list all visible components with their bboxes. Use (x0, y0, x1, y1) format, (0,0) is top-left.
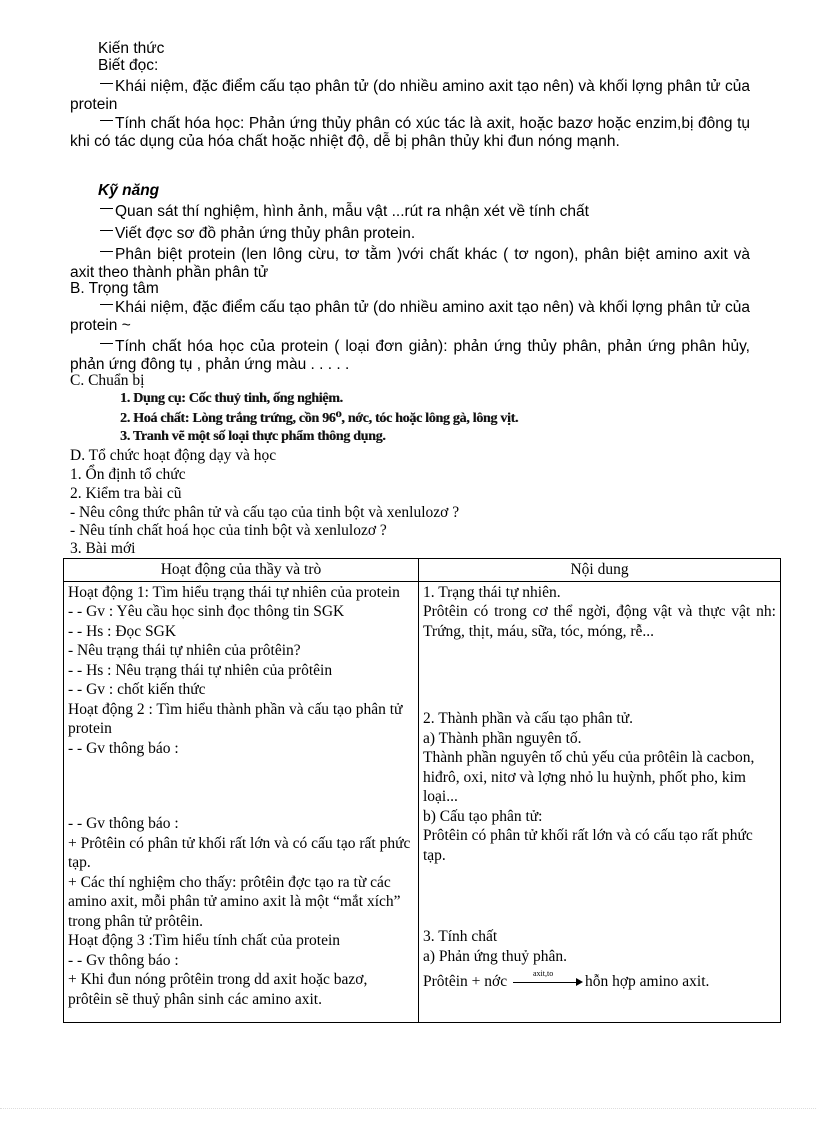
reactants: Prôtêin + nớc (423, 973, 508, 990)
preparation-heading: C. Chuẩn bị (70, 372, 145, 389)
lesson-table (63, 558, 781, 1023)
hydrolysis-equation (423, 969, 776, 992)
focus-list (70, 299, 750, 373)
activity-1-title: Hoạt động 1: Tìm hiểu trạng thái tự nhiên của protein (68, 583, 400, 601)
activity-line: - - Hs : Nêu trạng thái tự nhiên của prôtêin (68, 661, 333, 679)
content-cell (419, 581, 781, 1023)
content-line: Prôtêin có trong cơ thể ngời, động vật và thực vật nh: Trứng, thịt, máu, sữa, tóc, móng, rễ... (423, 603, 776, 640)
question-item: - Nêu công thức phân tử và cấu tạo của tinh bột và xenlulozơ ? (70, 504, 460, 521)
reaction-condition: axit,to (532, 969, 554, 979)
content-3-title: 3. Tính chất (423, 928, 498, 945)
focus-item: Khái niệm, đặc điểm cấu tạo phân tử (do nhiều amino axit tạo nên) và khối lợng phân tử của protein ~ (70, 299, 750, 334)
content-2-title: 2. Thành phần và cấu tạo phân tử. (423, 710, 633, 727)
content-line: Prôtêin có phân tử khối rất lớn và có cấu tạo rất phức tạp. (423, 827, 753, 864)
activity-line: + Các thí nghiệm cho thấy: prôtêin đợc tạo ra từ các amino axit, mỗi phân tử amino axit là một “mắt xích” trong phân tử prôtêin. (68, 873, 401, 930)
content-line: b) Cấu tạo phân tử: (423, 807, 543, 825)
activity-line: - - Gv thông báo : (68, 739, 179, 757)
activity-line: + Khi đun nóng prôtêin trong dd axit hoặc bazơ, prôtêin sẽ thuỷ phân sinh các amino axit. (68, 971, 368, 1008)
knowledge-subheading: Biết đọc: (98, 57, 159, 74)
activity-line: - - Gv : Yêu cầu học sinh đọc thông tin SGK (68, 603, 345, 620)
question-item: - Nêu tính chất hoá học của tinh bột và xenlulozơ ? (70, 522, 387, 539)
dash-mark (100, 83, 113, 84)
activity-line: + Prôtêin có phân tử khối rất lớn và có cấu tạo rất phức tạp. (68, 834, 411, 871)
content-line: Thành phần nguyên tố chủ yếu của prôtêin là cacbon, hiđrô, oxi, nitơ và lợng nhỏ lu huỳnh, phốt pho, kim loại... (423, 749, 755, 805)
step-new-lesson: 3. Bài mới (70, 540, 136, 557)
knowledge-item: Tính chất hóa học: Phản ứng thủy phân có xúc tác là axit, hoặc bazơ hoặc enzim,bị đông tụ khi có tác dụng của hóa chất hoặc nhiệt độ, dễ bị phân thủy khi đun nóng mạnh. (70, 115, 750, 150)
dash-mark (100, 208, 113, 209)
activity-2-title: Hoạt động 2 : Tìm hiểu thành phần và cấu tạo phân tử protein (68, 700, 403, 737)
activity-line: - - Gv thông báo : (68, 815, 179, 832)
arrow-head (576, 978, 583, 986)
content-1-title: 1. Trạng thái tự nhiên. (423, 583, 561, 601)
products: hỗn hợp amino axit. (584, 973, 710, 990)
dash-mark (100, 343, 113, 344)
page-bottom-divider (0, 1108, 816, 1109)
step-stabilize: 1. Ổn định tổ chức (70, 466, 186, 483)
skill-item: Quan sát thí nghiệm, hình ảnh, mẫu vật ...rút ra nhận xét về tính chất (70, 203, 750, 221)
dash-mark (100, 120, 113, 121)
header-activities: Hoạt động của thầy và trò (64, 559, 419, 582)
preparation-item: 3. Tranh vẽ một số loại thực phẩm thông dụng. (120, 429, 386, 444)
dash-mark (100, 304, 113, 305)
focus-heading: B. Trọng tâm (70, 280, 159, 297)
preparation-item: 2. Hoá chất: Lòng trắng trứng, cồn 96⁰, nớc, tóc hoặc lông gà, lông vịt. (120, 411, 519, 426)
activity-line: - Nêu trạng thái tự nhiên của prôtêin? (68, 642, 301, 659)
table-row (64, 581, 781, 1023)
knowledge-item: Khái niệm, đặc điểm cấu tạo phân tử (do nhiều amino axit tạo nên) và khối lợng phân tử của protein (70, 78, 750, 113)
reaction-arrow-icon (513, 969, 583, 988)
skills-heading: Kỹ năng (98, 182, 160, 199)
activity-line: - - Hs : Đọc SGK (68, 622, 177, 640)
skill-item: Phân biệt protein (len lông cừu, tơ tằm )với chất khác ( tơ ngon), phân biệt amino axit và axit theo thành phần phân tử (70, 246, 750, 281)
content-line: a) Thành phần nguyên tố. (423, 729, 582, 747)
header-content: Nội dung (419, 559, 781, 582)
focus-item: Tính chất hóa học của protein ( loại đơn giản): phản ứng thủy phân, phản ứng phân hủy, phản ứng đông tụ , phản ứng màu . . . . . (70, 338, 750, 373)
step-check-old-lesson: 2. Kiểm tra bài cũ (70, 485, 182, 502)
preparation-item: 1. Dụng cụ: Cốc thuỷ tinh, ống nghiệm. (120, 391, 343, 406)
knowledge-list (70, 78, 750, 150)
table-header-row (64, 559, 781, 582)
activity-line: - - Gv thông báo : (68, 951, 179, 969)
activity-3-title: Hoạt động 3 :Tìm hiểu tính chất của protein (68, 932, 341, 949)
knowledge-heading: Kiến thức (98, 40, 165, 57)
activities-cell (64, 581, 419, 1023)
skills-list (70, 203, 750, 281)
organization-heading: D. Tổ chức hoạt động dạy và học (70, 447, 277, 464)
arrow-shaft (513, 982, 577, 983)
skill-item: Viết đợc sơ đồ phản ứng thủy phân protein. (70, 225, 750, 243)
content-line: a) Phản ứng thuỷ phân. (423, 947, 568, 965)
dash-mark (100, 251, 113, 252)
activity-line: - - Gv : chốt kiến thức (68, 681, 206, 698)
dash-mark (100, 230, 113, 231)
